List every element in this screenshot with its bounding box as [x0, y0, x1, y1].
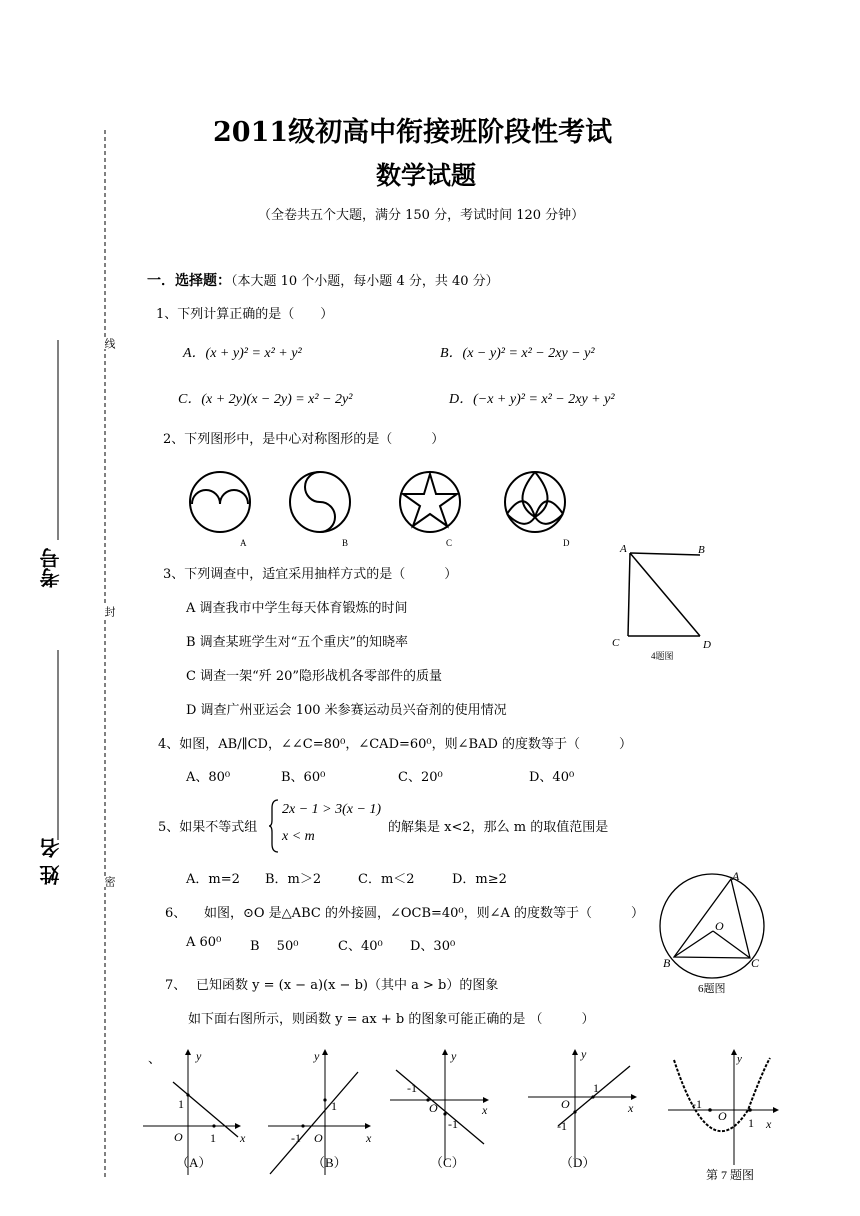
q4-option-c: C、20⁰	[398, 770, 443, 785]
q4-option-b: B、60⁰	[281, 770, 326, 785]
fig4-label-d: D	[703, 639, 711, 651]
fig4-label-a: A	[620, 543, 627, 555]
q2-label-a: A	[240, 538, 247, 548]
q7-graph-d	[528, 1047, 636, 1158]
binding-dashed-line	[95, 130, 115, 1180]
svg-text:-1: -1	[291, 1131, 301, 1145]
q7-stem-2: 如下面右图所示，则函数 y = ax + b 的图象可能正确的是 （ ）	[188, 1012, 595, 1027]
fig4-label-c: C	[612, 637, 620, 649]
svg-text:O: O	[174, 1130, 183, 1144]
q1-stem: 1、下列计算正确的是（ ）	[156, 307, 334, 322]
svg-text:-1: -1	[692, 1097, 702, 1111]
q7-lead-mark: 、	[148, 1052, 162, 1067]
q5-inequality-2: x < m	[282, 829, 315, 844]
q2-figure-a	[190, 472, 250, 532]
exam-title: 2011级初高中衔接班阶段性考试	[213, 117, 613, 148]
svg-text:1: 1	[178, 1097, 184, 1111]
svg-text:y: y	[737, 1053, 742, 1065]
q7-label-c: （C）	[430, 1155, 465, 1170]
section-heading	[147, 270, 499, 290]
q4-option-d: D、40⁰	[529, 770, 575, 785]
q6-option-c: C、40⁰	[338, 939, 383, 954]
svg-text:O: O	[561, 1097, 570, 1111]
svg-text:O: O	[429, 1101, 438, 1115]
q3-option-b: B 调查某班学生对“五个重庆”的知晓率	[186, 635, 408, 650]
q5-option-a: A．m=2	[186, 872, 240, 887]
exam-number-label: 考号	[39, 548, 63, 588]
q3-stem: 3、下列调查中，适宜采用抽样方式的是（ ）	[163, 567, 458, 582]
fig4-diagram	[608, 540, 718, 662]
svg-text:x: x	[628, 1101, 634, 1115]
mark-seal: 封	[103, 606, 116, 617]
q1-option-c: C．(x + 2y)(x − 2y) = x² − 2y²	[178, 392, 353, 407]
q6-stem: 如图，⊙O 是△ABC 的外接圆，∠OCB=40⁰，则∠A 的度数等于（ ）	[204, 906, 645, 921]
q5-post: 的解集是 x<2，那么 m 的取值范围是	[388, 820, 609, 835]
q7-graphs	[138, 1040, 788, 1185]
q6-option-b: B 50⁰	[250, 939, 299, 954]
student-name-label: 姓 名	[39, 838, 63, 885]
q3-option-a: A 调查我市中学生每天体育锻炼的时间	[186, 601, 408, 616]
q2-figures	[180, 462, 600, 552]
q1-option-d: D．(−x + y)² = x² − 2xy + y²	[449, 392, 615, 407]
q2-figure-c	[400, 472, 460, 532]
section-title: 一．选择题：	[147, 273, 231, 289]
q5-pre: 5、如果不等式组	[158, 820, 258, 835]
q7-label-a: （A）	[176, 1155, 212, 1170]
q4-option-a: A、80⁰	[186, 770, 231, 785]
svg-text:1: 1	[748, 1116, 754, 1130]
svg-text:x: x	[766, 1117, 772, 1131]
q3-option-d: D 调查广州亚运会 100 米参赛运动员兴奋剂的使用情况	[186, 703, 507, 718]
svg-text:-1: -1	[448, 1117, 458, 1131]
svg-text:-1: -1	[407, 1081, 417, 1095]
fig6-diagram	[655, 868, 773, 998]
svg-text:1: 1	[593, 1081, 599, 1095]
svg-text:y: y	[451, 1049, 457, 1063]
q2-figure-d	[505, 472, 565, 532]
svg-text:x: x	[482, 1103, 488, 1117]
exam-subtitle: 数学试题	[376, 161, 477, 190]
svg-text:1: 1	[331, 1099, 337, 1113]
q2-figure-b	[290, 472, 350, 532]
svg-text:O: O	[314, 1131, 323, 1145]
fig4-label-b: B	[698, 544, 705, 556]
q4-stem: 4、如图，AB/∥CD，∠∠C=80⁰，∠CAD=60⁰，则∠BAD 的度数等于（ ）	[158, 737, 633, 752]
q2-stem: 2、下列图形中，是中心对称图形的是（ ）	[163, 432, 445, 447]
fig6-label-b: B	[663, 956, 671, 970]
q7-parabola-graph	[668, 1050, 778, 1165]
q1-option-a: A．(x + y)² = x² + y²	[183, 346, 302, 361]
q7-label-b: （B）	[312, 1155, 347, 1170]
section-desc: （本大题 10 个小题，每小题 4 分，共 40 分）	[231, 274, 499, 289]
q5-inequality-1: 2x − 1 > 3(x − 1)	[282, 802, 382, 817]
q3-option-c: C 调查一架“歼 20”隐形战机各零部件的质量	[186, 669, 443, 684]
q5-option-d: D．m≥2	[452, 872, 507, 887]
q7-graph-c	[390, 1049, 488, 1160]
q7-stem: 已知函数 y = (x − a)(x − b)（其中 a > b）的图象	[196, 978, 499, 993]
svg-text:x: x	[366, 1131, 372, 1145]
svg-text:1: 1	[210, 1131, 216, 1145]
q6-option-a: A 60⁰	[186, 935, 222, 950]
q7-number: 7、	[165, 978, 187, 993]
margin-blank-lines	[48, 340, 68, 900]
mark-line: 线	[103, 338, 116, 349]
q1-option-b: B．(x − y)² = x² − 2xy − y²	[440, 346, 595, 361]
q2-label-c: C	[446, 538, 453, 548]
fig6-label-o: O	[715, 919, 724, 933]
fig6-label-a: A	[732, 869, 740, 883]
svg-text:y: y	[196, 1049, 202, 1063]
svg-text:y: y	[581, 1047, 587, 1061]
fig6-caption: 6题图	[698, 983, 726, 995]
q5-option-b: B．m＞2	[265, 872, 322, 887]
fig4-caption: 4题图	[651, 651, 674, 661]
q7-caption: 第 7 题图	[706, 1168, 755, 1182]
svg-text:y: y	[314, 1049, 320, 1063]
svg-text:x: x	[240, 1131, 246, 1145]
q2-label-d: D	[563, 538, 570, 548]
q5-brace	[268, 798, 280, 854]
q6-number: 6、	[165, 906, 187, 921]
svg-text:O: O	[718, 1109, 727, 1123]
q5-option-c: C．m＜2	[358, 872, 415, 887]
exam-note: （全卷共五个大题，满分 150 分，考试时间 120 分钟）	[258, 208, 585, 223]
q7-label-d: （D）	[560, 1155, 596, 1170]
q6-option-d: D、30⁰	[410, 939, 456, 954]
mark-secret: 密	[103, 876, 116, 887]
svg-text:-1: -1	[557, 1119, 567, 1133]
q2-label-b: B	[342, 538, 349, 548]
fig6-label-c: C	[751, 956, 760, 970]
